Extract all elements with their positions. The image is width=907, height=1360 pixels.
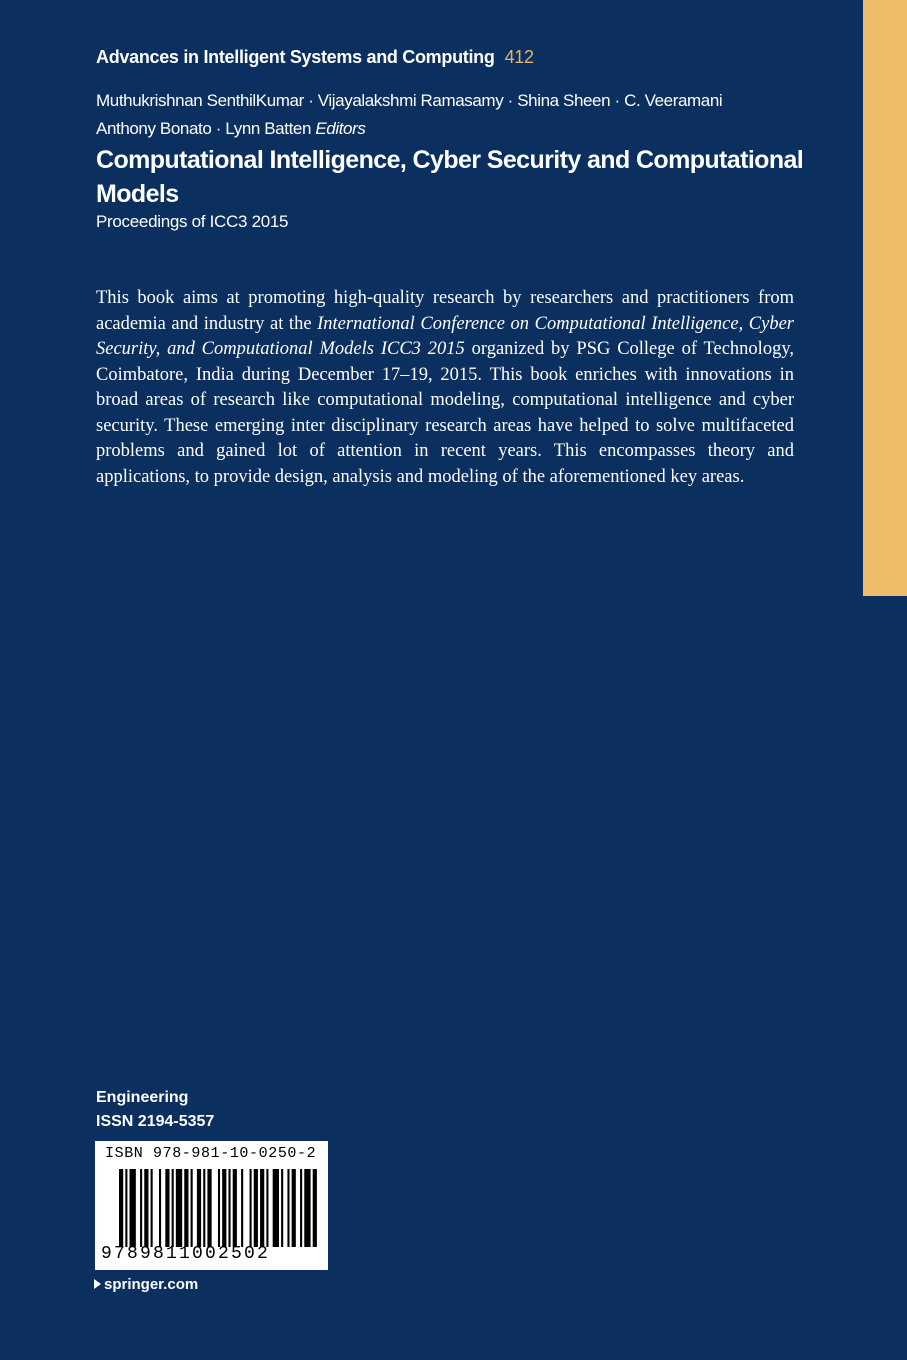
barcode-bar [184,1169,188,1247]
barcode-bar [203,1169,205,1247]
barcode-bar [125,1169,127,1247]
barcode-bar [176,1169,182,1247]
isbn-barcode [95,1141,328,1270]
barcode-bar [266,1169,268,1247]
barcode-bar [140,1169,142,1247]
barcode-bar [281,1169,283,1247]
book-abstract [96,286,794,490]
subject-category: Engineering [96,1089,189,1106]
barcode-bar [144,1169,148,1247]
book-title: Computational Intelligence, Cyber Security and Computational Models [96,146,804,208]
barcode-bar [172,1169,174,1247]
barcode-bar [292,1169,296,1247]
series-volume: 412 [504,47,534,67]
editors-line-1: Muthukrishnan SenthilKumar · Vijayalakshmi Ramasamy · Shina Sheen · C. Veeramani [96,91,723,110]
barcode-bar [233,1169,237,1247]
barcode-bar [191,1169,193,1247]
barcode-bars [119,1169,319,1247]
barcode-bar [218,1169,220,1247]
barcode-bar [300,1169,302,1247]
barcode-bar [273,1169,279,1247]
arrow-right-icon [94,1279,101,1289]
editors-role: Editors [315,119,366,138]
barcode-bar [197,1169,201,1247]
book-subtitle: Proceedings of ICC3 2015 [96,212,289,231]
spine-accent-strip [863,0,907,596]
editors-block [96,87,836,143]
abstract-part-1: This book aims at promoting high-quality research by researchers and practitioners from academia and industry at the [96,288,794,334]
barcode-bar [130,1169,136,1247]
barcode-bar [241,1169,243,1247]
series-name: Advances in Intelligent Systems and Computing [96,47,495,67]
barcode-bar [165,1169,169,1247]
barcode-bar [304,1169,310,1247]
barcode-bar [222,1169,226,1247]
isbn-label: ISBN 978-981-10-0250-2 [105,1145,317,1162]
barcode-bar [260,1169,264,1247]
barcode-bar [228,1169,230,1247]
barcode-bar [313,1169,317,1247]
barcode-digits: 9789811002502 [101,1244,271,1264]
publisher-website[interactable] [94,1276,198,1293]
abstract-part-2: organized by PSG College of Technology, Coimbatore, India during December 17–19, 2015. This book enriches with innovations in broad areas of research like computational modeling, computational intelligence and cyber security. These emerging inter disciplinary research areas have helped to solve multifaceted problems and gained lot of attention in recent years. This encompasses theory and applications, to provide design, analysis and modeling of the aforementioned key areas. [96,339,794,487]
issn-number: ISSN 2194-5357 [96,1113,215,1130]
barcode-bar [159,1169,161,1247]
barcode-bar [250,1169,252,1247]
editors-names: Anthony Bonato · Lynn Batten [96,119,311,138]
series-header [96,47,534,68]
barcode-bar [151,1169,153,1247]
barcode-bar [207,1169,211,1247]
editors-line-2 [96,115,836,143]
barcode-bar [119,1169,123,1247]
barcode-bar [254,1169,258,1247]
abstract-conference-name: International Conference on Computational Intelligence, Cyber Security, and Computational Models ICC3 2015 [96,313,794,359]
website-label: springer.com [104,1276,199,1293]
barcode-bar [287,1169,289,1247]
